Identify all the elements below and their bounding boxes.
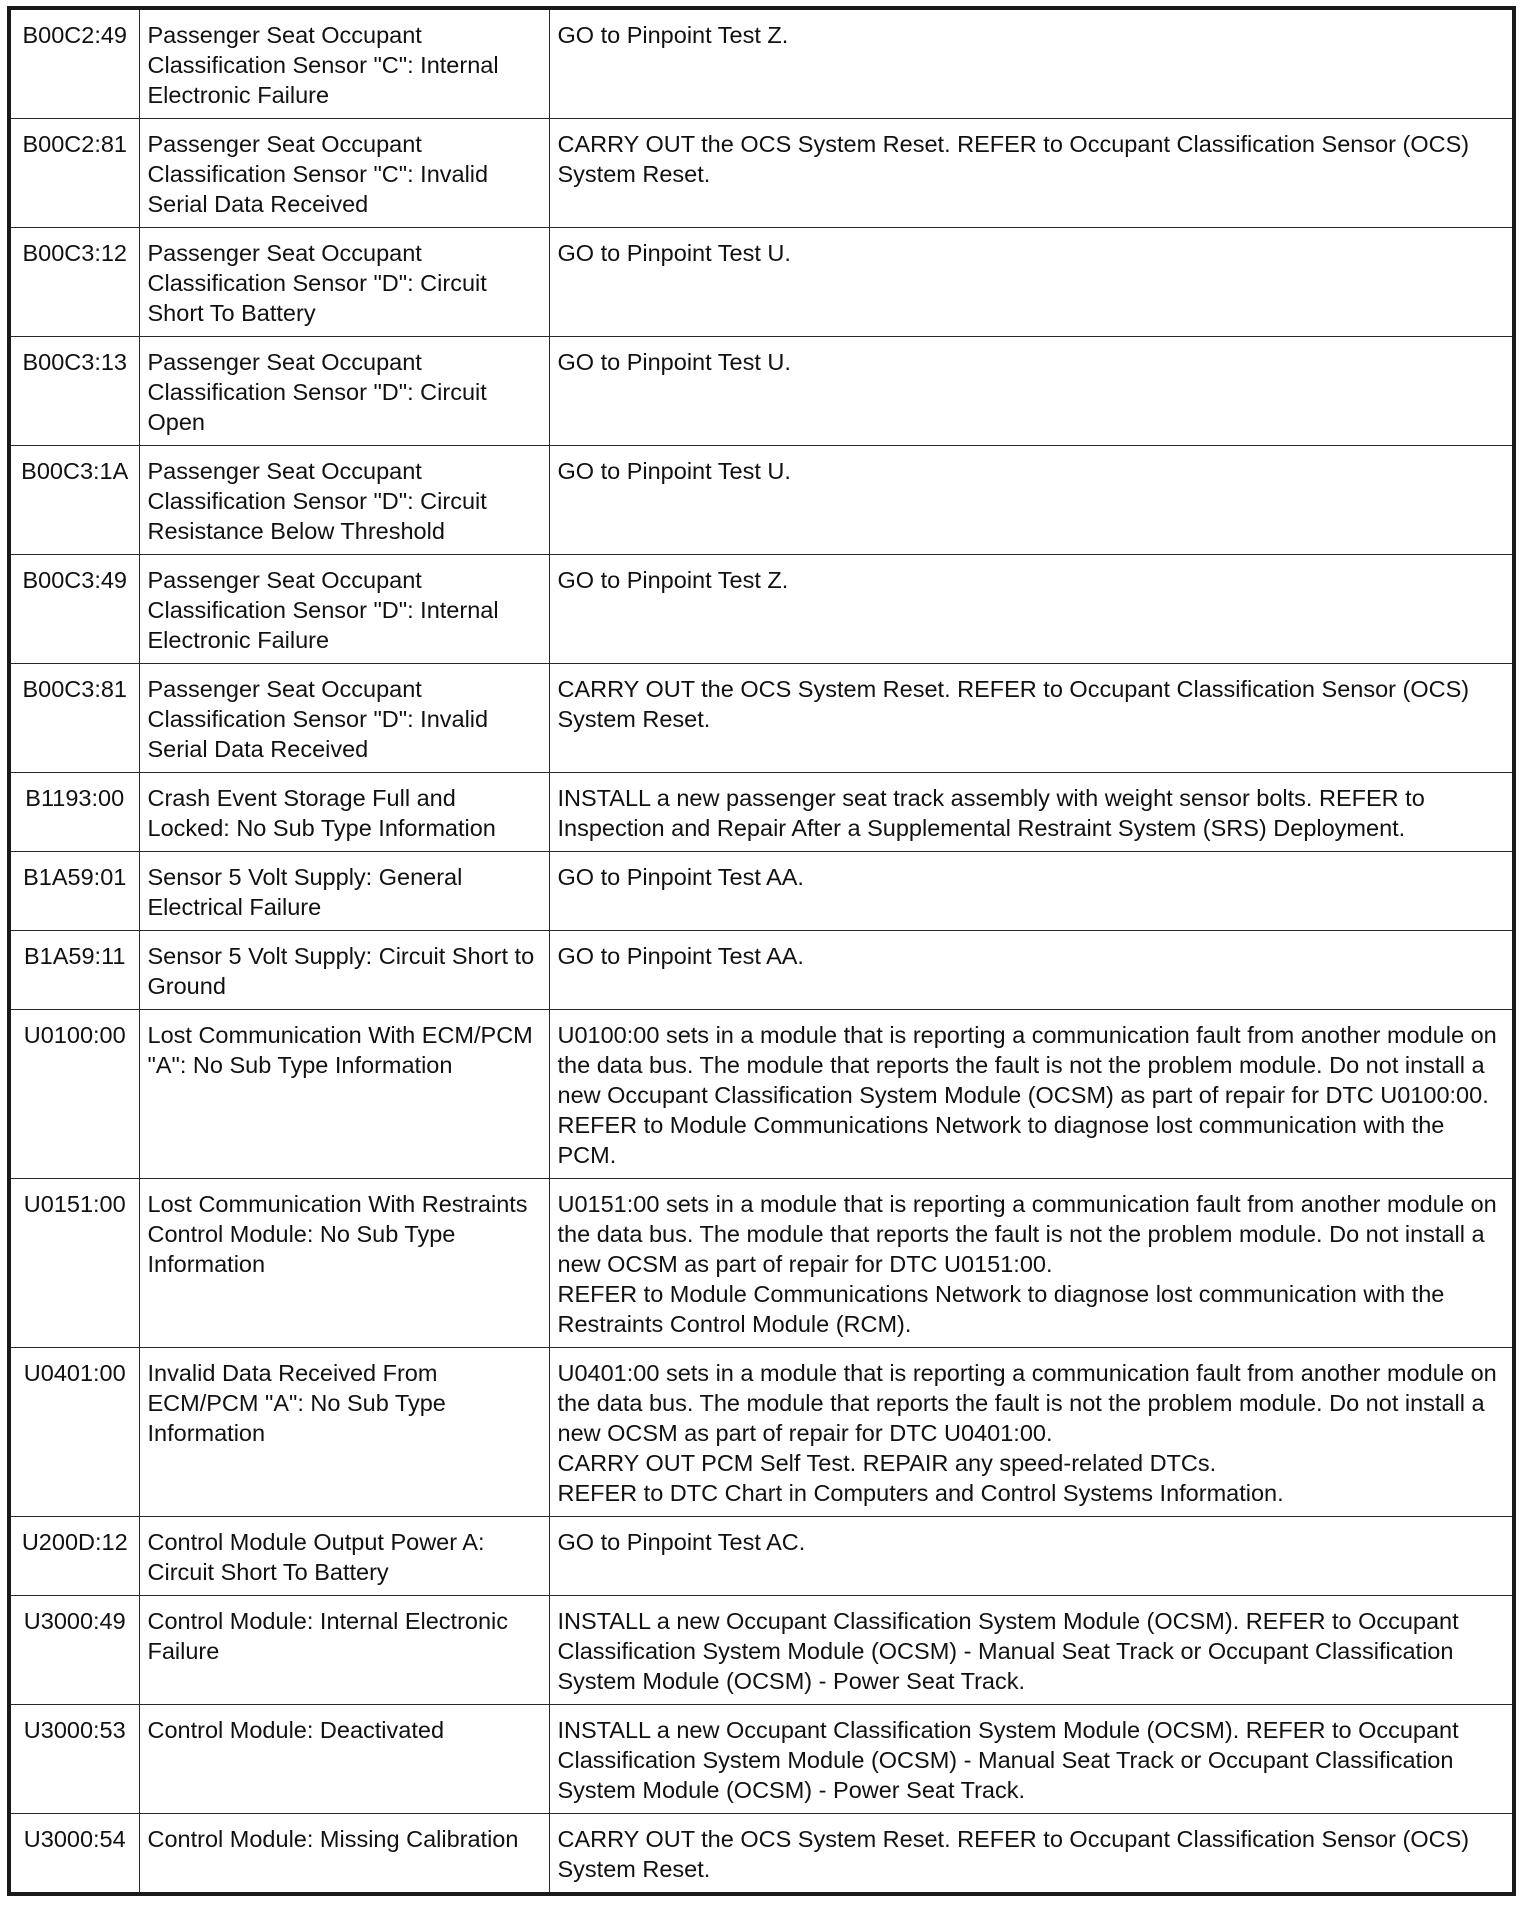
dtc-action-cell: GO to Pinpoint Test Z. xyxy=(549,555,1514,664)
table-row xyxy=(9,555,1514,664)
dtc-action-cell: U0151:00 sets in a module that is reporting a communication fault from another module on the data bus. The module that reports the fault is not the problem module. Do not install a new OCSM as part of repair for DTC U0151:00. REFER to Module Communications Network to diagnose lost communication with the Restraints Control Module (RCM). xyxy=(549,1179,1514,1348)
dtc-code-cell: U200D:12 xyxy=(9,1517,139,1596)
dtc-code-cell: U3000:49 xyxy=(9,1596,139,1705)
dtc-action-cell: GO to Pinpoint Test U. xyxy=(549,228,1514,337)
dtc-code-cell: U3000:53 xyxy=(9,1705,139,1814)
dtc-action-cell: GO to Pinpoint Test Z. xyxy=(549,8,1514,119)
dtc-description-cell: Sensor 5 Volt Supply: General Electrical Failure xyxy=(139,852,549,931)
table-row xyxy=(9,931,1514,1010)
dtc-description-cell: Passenger Seat Occupant Classification Sensor "D": Circuit Open xyxy=(139,337,549,446)
dtc-code-cell: U0401:00 xyxy=(9,1348,139,1517)
dtc-code-cell: B00C3:13 xyxy=(9,337,139,446)
dtc-description-cell: Lost Communication With Restraints Control Module: No Sub Type Information xyxy=(139,1179,549,1348)
dtc-action-cell: CARRY OUT the OCS System Reset. REFER to Occupant Classification Sensor (OCS) System Reset. xyxy=(549,1814,1514,1895)
dtc-code-cell: B00C3:81 xyxy=(9,664,139,773)
dtc-action-cell: U0100:00 sets in a module that is reporting a communication fault from another module on the data bus. The module that reports the fault is not the problem module. Do not install a new Occupant Classification System Module (OCSM) as part of repair for DTC U0100:00. REFER to Module Communications Network to diagnose lost communication with the PCM. xyxy=(549,1010,1514,1179)
dtc-action-cell: INSTALL a new Occupant Classification System Module (OCSM). REFER to Occupant Classification System Module (OCSM) - Manual Seat Track or Occupant Classification System Module (OCSM) - Power Seat Track. xyxy=(549,1705,1514,1814)
table-row xyxy=(9,1705,1514,1814)
dtc-action-cell: GO to Pinpoint Test AC. xyxy=(549,1517,1514,1596)
dtc-description-cell: Passenger Seat Occupant Classification Sensor "C": Invalid Serial Data Received xyxy=(139,119,549,228)
dtc-action-cell: GO to Pinpoint Test AA. xyxy=(549,852,1514,931)
table-row xyxy=(9,852,1514,931)
table-row xyxy=(9,1348,1514,1517)
dtc-description-cell: Passenger Seat Occupant Classification Sensor "C": Internal Electronic Failure xyxy=(139,8,549,119)
dtc-code-cell: U0100:00 xyxy=(9,1010,139,1179)
dtc-code-cell: B1A59:11 xyxy=(9,931,139,1010)
dtc-description-cell: Control Module: Deactivated xyxy=(139,1705,549,1814)
dtc-code-cell: B1A59:01 xyxy=(9,852,139,931)
dtc-description-cell: Passenger Seat Occupant Classification Sensor "D": Invalid Serial Data Received xyxy=(139,664,549,773)
dtc-action-cell: CARRY OUT the OCS System Reset. REFER to Occupant Classification Sensor (OCS) System Reset. xyxy=(549,119,1514,228)
dtc-code-cell: B00C2:49 xyxy=(9,8,139,119)
table-row xyxy=(9,773,1514,852)
dtc-code-cell: U0151:00 xyxy=(9,1179,139,1348)
dtc-action-cell: INSTALL a new passenger seat track assembly with weight sensor bolts. REFER to Inspection and Repair After a Supplemental Restraint System (SRS) Deployment. xyxy=(549,773,1514,852)
dtc-description-cell: Control Module: Missing Calibration xyxy=(139,1814,549,1895)
dtc-action-cell: GO to Pinpoint Test U. xyxy=(549,446,1514,555)
dtc-code-cell: B00C3:1A xyxy=(9,446,139,555)
table-row xyxy=(9,1517,1514,1596)
dtc-action-cell: INSTALL a new Occupant Classification System Module (OCSM). REFER to Occupant Classification System Module (OCSM) - Manual Seat Track or Occupant Classification System Module (OCSM) - Power Seat Track. xyxy=(549,1596,1514,1705)
dtc-code-cell: B1193:00 xyxy=(9,773,139,852)
dtc-table xyxy=(7,6,1516,1896)
dtc-description-cell: Invalid Data Received From ECM/PCM "A": No Sub Type Information xyxy=(139,1348,549,1517)
dtc-description-cell: Control Module: Internal Electronic Failure xyxy=(139,1596,549,1705)
dtc-description-cell: Crash Event Storage Full and Locked: No Sub Type Information xyxy=(139,773,549,852)
table-row xyxy=(9,8,1514,119)
table-row xyxy=(9,337,1514,446)
table-row xyxy=(9,1814,1514,1895)
table-row xyxy=(9,664,1514,773)
dtc-description-cell: Control Module Output Power A: Circuit Short To Battery xyxy=(139,1517,549,1596)
table-row xyxy=(9,1010,1514,1179)
dtc-action-cell: U0401:00 sets in a module that is reporting a communication fault from another module on the data bus. The module that reports the fault is not the problem module. Do not install a new OCSM as part of repair for DTC U0401:00. CARRY OUT PCM Self Test. REPAIR any speed-related DTCs. REFER to DTC Chart in Computers and Control Systems Information. xyxy=(549,1348,1514,1517)
dtc-description-cell: Passenger Seat Occupant Classification Sensor "D": Circuit Resistance Below Threshold xyxy=(139,446,549,555)
dtc-description-cell: Sensor 5 Volt Supply: Circuit Short to Ground xyxy=(139,931,549,1010)
table-row xyxy=(9,228,1514,337)
dtc-description-cell: Passenger Seat Occupant Classification Sensor "D": Internal Electronic Failure xyxy=(139,555,549,664)
table-row xyxy=(9,1179,1514,1348)
dtc-chart-page xyxy=(7,6,1512,1896)
dtc-code-cell: B00C3:49 xyxy=(9,555,139,664)
dtc-table-body xyxy=(9,8,1514,1894)
dtc-description-cell: Passenger Seat Occupant Classification Sensor "D": Circuit Short To Battery xyxy=(139,228,549,337)
dtc-code-cell: B00C3:12 xyxy=(9,228,139,337)
table-row xyxy=(9,119,1514,228)
table-row xyxy=(9,446,1514,555)
table-row xyxy=(9,1596,1514,1705)
dtc-code-cell: B00C2:81 xyxy=(9,119,139,228)
dtc-description-cell: Lost Communication With ECM/PCM "A": No Sub Type Information xyxy=(139,1010,549,1179)
dtc-code-cell: U3000:54 xyxy=(9,1814,139,1895)
dtc-action-cell: GO to Pinpoint Test U. xyxy=(549,337,1514,446)
dtc-action-cell: GO to Pinpoint Test AA. xyxy=(549,931,1514,1010)
dtc-action-cell: CARRY OUT the OCS System Reset. REFER to Occupant Classification Sensor (OCS) System Reset. xyxy=(549,664,1514,773)
